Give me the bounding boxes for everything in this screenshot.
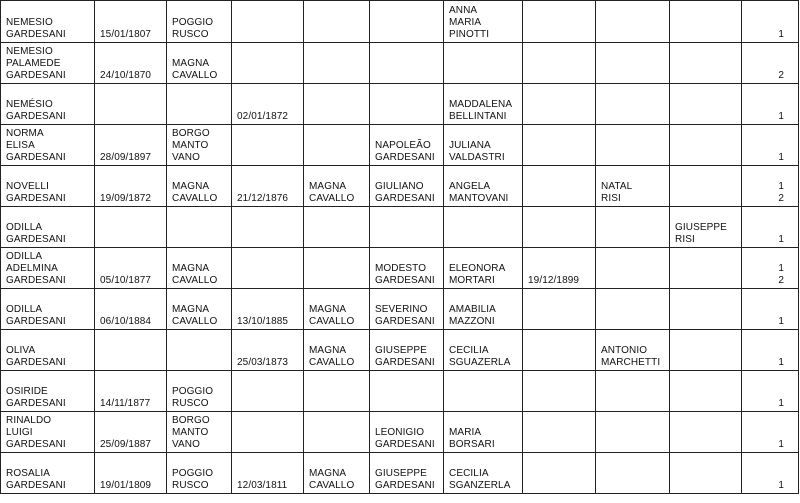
spouse-cell [596,166,670,207]
marriage-date-cell [232,207,304,248]
cell-text-line: NEMESIO [6,46,53,57]
cell-text-line: MAGNA [172,304,210,315]
marriage-date-cell [232,43,304,84]
cell-text-line: ELEONORA [449,263,506,274]
birth-date-cell [95,43,167,84]
birth-place-cell [167,330,232,371]
cell-text-line: 1 [778,357,784,368]
death-date-cell [523,412,596,453]
cell-text-line: SEVERINO [375,304,428,315]
marriage-place-cell [304,453,370,494]
spouse-cell [596,330,670,371]
marriage-place-cell [304,248,370,289]
cell-text-line: MAGNA [309,468,347,479]
table-row [1,43,799,84]
cell-text-line: VALDASTRI [449,152,505,163]
marriage-date-cell [232,330,304,371]
cell-text-line: GARDESANI [6,29,66,40]
mother-cell [444,330,523,371]
cell-text-line: 2 [778,70,784,81]
cell-text-line: GARDESANI [6,357,66,368]
cell-text-line: 19/09/1872 [100,193,152,204]
cell-text-line: 2 [778,275,784,286]
cell-text-line: LEONIGIO [375,427,425,438]
cell-text-line: GARDESANI [375,275,435,286]
cell-text-line: MANTO [172,427,209,438]
spouse-cell [596,371,670,412]
birth-date-cell [95,248,167,289]
spouse-2-cell [670,166,742,207]
reference-count-cell [742,412,799,453]
cell-text-line: 19/12/1899 [528,275,580,286]
marriage-date-cell [232,371,304,412]
birth-date-cell [95,125,167,166]
cell-text-line: OLIVA [6,345,36,356]
death-date-cell [523,289,596,330]
name-cell [1,330,95,371]
cell-text-line: MANTO [172,140,209,151]
reference-count-cell [742,43,799,84]
spouse-2-cell [670,453,742,494]
birth-place-cell [167,1,232,43]
cell-text-line: MAGNA [309,345,347,356]
cell-text-line: NEMÉSIO [6,99,53,110]
marriage-place-cell [304,84,370,125]
cell-text-line: GIUSEPPE [675,222,727,233]
cell-text-line: BORGO [172,415,210,426]
cell-text-line: MAGNA [172,263,210,274]
death-date-cell [523,125,596,166]
cell-text-line: GARDESANI [6,398,66,409]
death-date-cell [523,248,596,289]
cell-text-line: SGUAZERLA [449,357,511,368]
mother-cell [444,207,523,248]
cell-text-line: GIUSEPPE [375,468,427,479]
cell-text-line: ANTONIO [601,345,648,356]
marriage-date-cell [232,412,304,453]
name-cell [1,43,95,84]
birth-place-cell [167,289,232,330]
cell-text-line: GARDESANI [375,316,435,327]
father-cell [370,453,444,494]
marriage-date-cell [232,166,304,207]
cell-text-line: POGGIO [172,386,214,397]
cell-text-line: POGGIO [172,17,214,28]
mother-cell [444,43,523,84]
cell-text-line: 1 [778,480,784,491]
reference-count-cell [742,84,799,125]
birth-place-cell [167,412,232,453]
spouse-2-cell [670,371,742,412]
marriage-date-cell [232,248,304,289]
birth-date-cell [95,371,167,412]
cell-text-line: 05/10/1877 [100,275,152,286]
marriage-place-cell [304,1,370,43]
mother-cell [444,248,523,289]
table-row [1,84,799,125]
death-date-cell [523,371,596,412]
spouse-2-cell [670,84,742,125]
father-cell [370,371,444,412]
table-row [1,207,799,248]
cell-text-line: MARIA [449,427,482,438]
table-row [1,371,799,412]
spouse-cell [596,1,670,43]
cell-text-line: ODILLA [6,304,43,315]
birth-place-cell [167,453,232,494]
cell-text-line: AMABILIA [449,304,496,315]
cell-text-line: GARDESANI [6,193,66,204]
spouse-cell [596,43,670,84]
cell-text-line: MAGNA [309,304,347,315]
death-date-cell [523,453,596,494]
table-row [1,453,799,494]
name-cell [1,1,95,43]
cell-text-line: VANO [172,439,200,450]
marriage-place-cell [304,412,370,453]
cell-text-line: 15/01/1807 [100,29,152,40]
birth-place-cell [167,248,232,289]
spouse-2-cell [670,43,742,84]
mother-cell [444,125,523,166]
cell-text-line: PALAMEDE [6,58,61,69]
cell-text-line: 1 [778,181,784,192]
father-cell [370,330,444,371]
marriage-date-cell [232,453,304,494]
spouse-cell [596,125,670,166]
mother-cell [444,412,523,453]
cell-text-line: 24/10/1870 [100,70,152,81]
cell-text-line: GARDESANI [375,480,435,491]
cell-text-line: 06/10/1884 [100,316,152,327]
birth-date-cell [95,207,167,248]
marriage-place-cell [304,371,370,412]
cell-text-line: POGGIO [172,468,214,479]
marriage-place-cell [304,125,370,166]
father-cell [370,166,444,207]
cell-text-line: 28/09/1897 [100,152,152,163]
birth-place-cell [167,207,232,248]
spouse-2-cell [670,289,742,330]
cell-text-line: CECILIA [449,345,489,356]
cell-text-line: 13/10/1885 [237,316,289,327]
cell-text-line: RISI [601,193,621,204]
birth-place-cell [167,371,232,412]
birth-date-cell [95,289,167,330]
cell-text-line: 25/03/1873 [237,357,289,368]
mother-cell [444,371,523,412]
cell-text-line: RUSCO [172,29,209,40]
reference-count-cell [742,453,799,494]
reference-count-cell [742,1,799,43]
cell-text-line: GARDESANI [6,111,66,122]
name-cell [1,125,95,166]
cell-text-line: 1 [778,398,784,409]
cell-text-line: GARDESANI [6,316,66,327]
reference-count-cell [742,371,799,412]
birth-place-cell [167,166,232,207]
cell-text-line: GARDESANI [375,193,435,204]
cell-text-line: CAVALLO [172,193,218,204]
cell-text-line: ODILLA [6,222,43,233]
father-cell [370,1,444,43]
marriage-place-cell [304,289,370,330]
reference-count-cell [742,248,799,289]
cell-text-line: GARDESANI [375,357,435,368]
cell-text-line: CAVALLO [172,70,218,81]
death-date-cell [523,207,596,248]
cell-text-line: 1 [778,29,784,40]
spouse-cell [596,453,670,494]
cell-text-line: NAPOLEÃO [375,140,431,151]
cell-text-line: 21/12/1876 [237,193,289,204]
name-cell [1,166,95,207]
birth-date-cell [95,84,167,125]
reference-count-cell [742,207,799,248]
marriage-place-cell [304,43,370,84]
cell-text-line: 25/09/1887 [100,439,152,450]
spouse-cell [596,289,670,330]
cell-text-line: CAVALLO [309,480,355,491]
death-date-cell [523,43,596,84]
cell-text-line: CAVALLO [309,357,355,368]
cell-text-line: ODILLA [6,251,43,262]
name-cell [1,371,95,412]
spouse-2-cell [670,125,742,166]
death-date-cell [523,166,596,207]
cell-text-line: RUSCO [172,398,209,409]
table-row [1,412,799,453]
cell-text-line: ANNA [449,5,478,16]
cell-text-line: OSIRIDE [6,386,48,397]
cell-text-line: 1 [778,152,784,163]
mother-cell [444,453,523,494]
spouse-2-cell [670,207,742,248]
father-cell [370,43,444,84]
mother-cell [444,289,523,330]
birth-place-cell [167,125,232,166]
cell-text-line: MANTOVANI [449,193,509,204]
table-body [1,1,799,494]
table-row [1,330,799,371]
cell-text-line: JULIANA [449,140,491,151]
cell-text-line: VANO [172,152,200,163]
mother-cell [444,84,523,125]
spouse-2-cell [670,330,742,371]
cell-text-line: MARIA [449,17,482,28]
birth-place-cell [167,84,232,125]
cell-text-line: GARDESANI [6,480,66,491]
cell-text-line: GARDESANI [6,275,66,286]
father-cell [370,412,444,453]
birth-date-cell [95,453,167,494]
name-cell [1,289,95,330]
table-row [1,289,799,330]
cell-text-line: SGANZERLA [449,480,511,491]
cell-text-line: CAVALLO [172,275,218,286]
cell-text-line: 1 [778,263,784,274]
marriage-date-cell [232,125,304,166]
cell-text-line: MAGNA [309,181,347,192]
cell-text-line: 1 [778,111,784,122]
cell-text-line: RUSCO [172,480,209,491]
name-cell [1,207,95,248]
mother-cell [444,166,523,207]
cell-text-line: RISI [675,234,695,245]
death-date-cell [523,330,596,371]
cell-text-line: 19/01/1809 [100,480,152,491]
marriage-date-cell [232,1,304,43]
table-row [1,1,799,43]
cell-text-line: 1 [778,439,784,450]
cell-text-line: CAVALLO [309,316,355,327]
birth-place-cell [167,43,232,84]
cell-text-line: GARDESANI [375,152,435,163]
cell-text-line: GARDESANI [375,439,435,450]
cell-text-line: MAGNA [172,58,210,69]
father-cell [370,248,444,289]
name-cell [1,84,95,125]
cell-text-line: MARCHETTI [601,357,661,368]
name-cell [1,453,95,494]
cell-text-line: BORGO [172,128,210,139]
reference-count-cell [742,166,799,207]
birth-date-cell [95,1,167,43]
marriage-date-cell [232,289,304,330]
cell-text-line: GARDESANI [6,152,66,163]
birth-date-cell [95,166,167,207]
cell-text-line: MAZZONI [449,316,495,327]
cell-text-line: NEMESIO [6,17,53,28]
death-date-cell [523,84,596,125]
name-cell [1,248,95,289]
reference-count-cell [742,330,799,371]
cell-text-line: ELISA [6,140,35,151]
cell-text-line: GARDESANI [6,439,66,450]
spouse-2-cell [670,248,742,289]
cell-text-line: BORSARI [449,439,495,450]
cell-text-line: CAVALLO [172,316,218,327]
cell-text-line: GARDESANI [6,70,66,81]
cell-text-line: BELLINTANI [449,111,507,122]
marriage-date-cell [232,84,304,125]
cell-text-line: 02/01/1872 [237,111,289,122]
spouse-cell [596,412,670,453]
spouse-cell [596,84,670,125]
cell-text-line: PINOTTI [449,29,490,40]
cell-text-line: ADELMINA [6,263,58,274]
mother-cell [444,1,523,43]
birth-date-cell [95,412,167,453]
name-cell [1,412,95,453]
table-row [1,125,799,166]
cell-text-line: LUIGI [6,427,33,438]
cell-text-line: MODESTO [375,263,427,274]
cell-text-line: GIULIANO [375,181,424,192]
cell-text-line: 1 [778,316,784,327]
father-cell [370,289,444,330]
spouse-cell [596,248,670,289]
father-cell [370,125,444,166]
cell-text-line: MAGNA [172,181,210,192]
spouse-2-cell [670,412,742,453]
marriage-place-cell [304,207,370,248]
birth-date-cell [95,330,167,371]
spouse-cell [596,207,670,248]
father-cell [370,207,444,248]
spouse-2-cell [670,1,742,43]
cell-text-line: CECILIA [449,468,489,479]
cell-text-line: NATAL [601,181,633,192]
cell-text-line: MADDALENA [449,99,513,110]
cell-text-line: ANGELA [449,181,491,192]
cell-text-line: 2 [778,193,784,204]
cell-text-line: ROSALIA [6,468,51,479]
father-cell [370,84,444,125]
marriage-place-cell [304,166,370,207]
reference-count-cell [742,289,799,330]
reference-count-cell [742,125,799,166]
cell-text-line: GARDESANI [6,234,66,245]
cell-text-line: CAVALLO [309,193,355,204]
death-date-cell [523,1,596,43]
cell-text-line: 12/03/1811 [237,480,288,491]
cell-text-line: 1 [778,234,784,245]
cell-text-line: RINALDO [6,415,52,426]
cell-text-line: NORMA [6,128,44,139]
cell-text-line: 14/11/1877 [100,398,151,409]
cell-text-line: GIUSEPPE [375,345,427,356]
cell-text-line: NOVELLI [6,181,49,192]
cell-text-line: MORTARI [449,275,495,286]
table-row [1,166,799,207]
marriage-place-cell [304,330,370,371]
table-row [1,248,799,289]
